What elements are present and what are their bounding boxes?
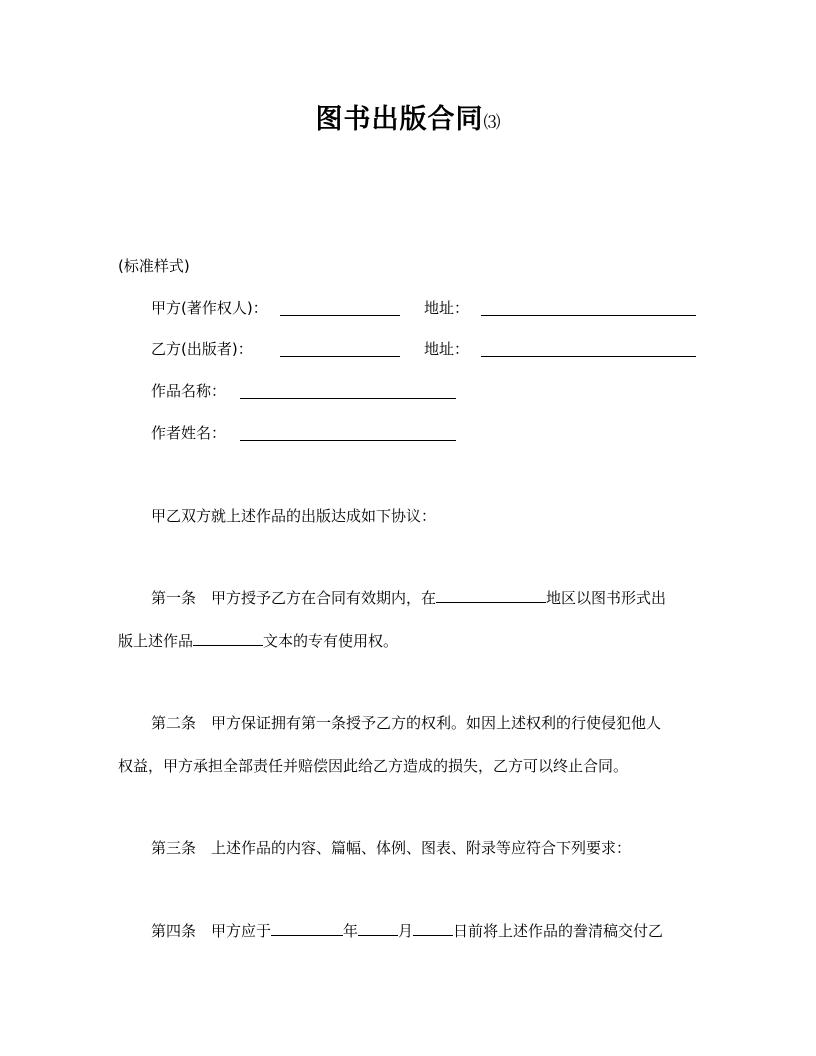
party-b-name-blank[interactable] — [280, 356, 400, 357]
article-4-text-c: 月 — [398, 922, 414, 940]
party-a-address-blank[interactable] — [481, 315, 696, 316]
article-3-line-1: 第三条 上述作品的内容、篇幅、体例、图表、附录等应符合下列要求： — [151, 839, 632, 857]
party-a-label: 甲方(著作权人)： — [151, 299, 268, 317]
article-4-text-d: 日前将上述作品的誊清稿交付乙 — [453, 922, 664, 940]
party-a-name-blank[interactable] — [280, 315, 400, 316]
article-4-line-1 — [151, 921, 663, 941]
party-b-address-blank[interactable] — [481, 356, 696, 357]
party-a-address-label: 地址： — [424, 299, 470, 317]
region-blank[interactable] — [436, 588, 546, 603]
month-blank[interactable] — [358, 921, 398, 936]
article-1-text-a: 第一条 甲方授予乙方在合同有效期内，在 — [151, 589, 437, 607]
title-main: 图书出版合同 — [315, 104, 484, 135]
work-name-label: 作品名称： — [151, 382, 227, 400]
day-blank[interactable] — [413, 921, 453, 936]
article-2-line-2: 权益，甲方承担全部责任并赔偿因此给乙方造成的损失，乙方可以终止合同。 — [118, 757, 629, 775]
article-4-text-a: 第四条 甲方应于 — [151, 922, 272, 940]
language-blank[interactable] — [193, 631, 263, 646]
article-1-line-2 — [118, 631, 398, 651]
article-1-text-d: 文本的专有使用权。 — [263, 632, 399, 650]
article-1-line-1 — [151, 588, 666, 608]
author-name-label: 作者姓名： — [151, 424, 227, 442]
agreement-intro: 甲乙双方就上述作品的出版达成如下协议： — [151, 507, 437, 525]
title-suffix: ⑶ — [483, 113, 501, 133]
work-name-blank[interactable] — [240, 398, 456, 399]
party-b-address-label: 地址： — [424, 340, 470, 358]
article-4-text-b: 年 — [343, 922, 359, 940]
article-2-line-1: 第二条 甲方保证拥有第一条授予乙方的权利。如因上述权利的行使侵犯他人 — [151, 714, 662, 732]
author-name-blank[interactable] — [240, 440, 456, 441]
document-title — [0, 97, 816, 136]
article-1-text-c: 版上述作品 — [118, 632, 194, 650]
standard-label: (标准样式) — [118, 257, 190, 275]
article-1-text-b: 地区以图书形式出 — [546, 589, 667, 607]
year-blank[interactable] — [271, 921, 343, 936]
party-b-label: 乙方(出版者)： — [151, 340, 253, 358]
